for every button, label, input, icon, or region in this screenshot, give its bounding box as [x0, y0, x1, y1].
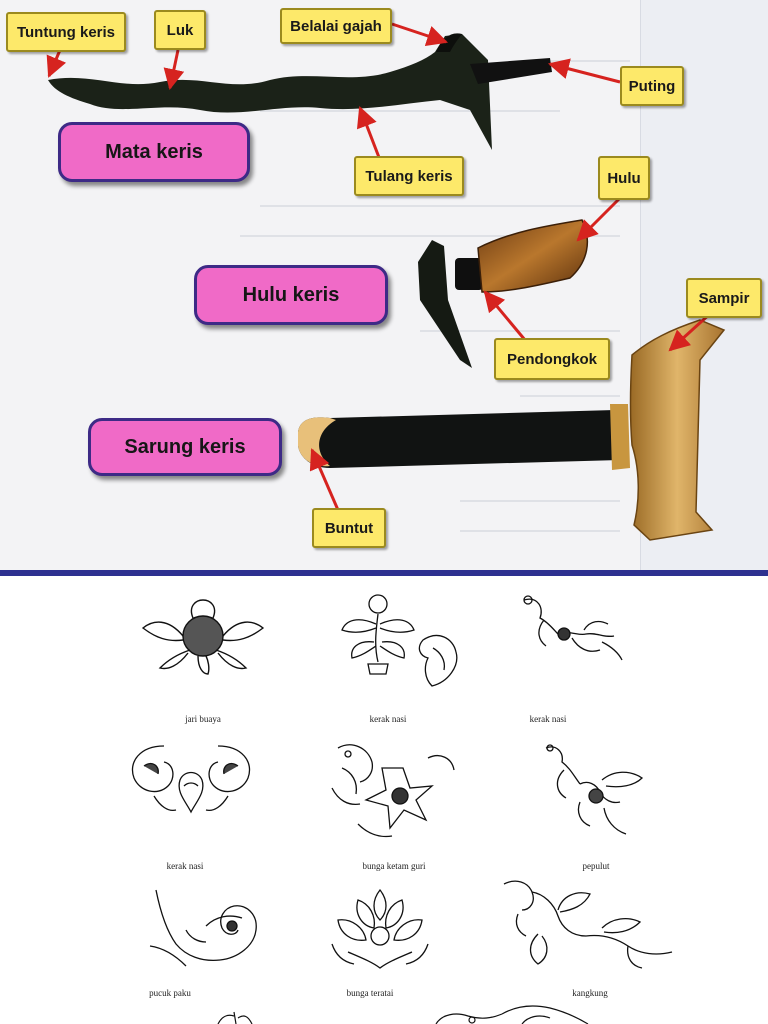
label-hulu: Hulu — [598, 156, 650, 200]
sampir-head — [631, 320, 725, 540]
motif-label: bunga teratai — [346, 988, 394, 998]
label-pendongkok: Pendongkok — [494, 338, 610, 380]
motif-label: pepulut — [582, 861, 610, 871]
motif-kerak-nasi-illustration — [124, 736, 258, 818]
label-belalai-gajah: Belalai gajah — [280, 8, 392, 44]
motif-jari-buaya-illustration — [138, 598, 268, 676]
label-luk: Luk — [154, 10, 206, 50]
label-tulang-keris: Tulang keris — [354, 156, 464, 196]
motif-kerak-nasi-illustration — [518, 590, 628, 670]
title-mata-keris: Mata keris — [58, 122, 250, 182]
motif-label: kerak nasi — [166, 861, 204, 871]
motif-bunga-teratai-illustration — [328, 886, 432, 972]
hilt-handle — [478, 220, 587, 292]
sheath-body — [298, 410, 620, 468]
label-buntut: Buntut — [312, 508, 386, 548]
motif-label: jari buaya — [185, 714, 221, 724]
motif-pepulut-illustration — [540, 740, 650, 840]
label-puting: Puting — [620, 66, 684, 106]
sheath-band — [610, 404, 630, 470]
motif-kangkung-illustration — [498, 874, 678, 970]
motif-label: pucuk paku — [149, 988, 191, 998]
title-sarung-keris: Sarung keris — [88, 418, 282, 476]
motif-catalog — [0, 576, 768, 1024]
label-tuntung-keris: Tuntung keris — [6, 12, 126, 52]
label-sampir: Sampir — [686, 278, 762, 318]
title-hulu-keris: Hulu keris — [194, 265, 388, 325]
motif-partial-illustration — [214, 1008, 254, 1024]
motif-label: kerak nasi — [529, 714, 567, 724]
motif-label: bunga ketam guri — [362, 861, 426, 871]
motif-partial-illustration — [432, 1000, 592, 1024]
motif-label: kerak nasi — [369, 714, 407, 724]
motif-bunga-ketam-guri-illustration — [328, 738, 458, 848]
motif-kerak-nasi-illustration — [328, 590, 468, 690]
motif-label: kangkung — [572, 988, 608, 998]
motif-pucuk-paku-illustration — [146, 886, 266, 970]
